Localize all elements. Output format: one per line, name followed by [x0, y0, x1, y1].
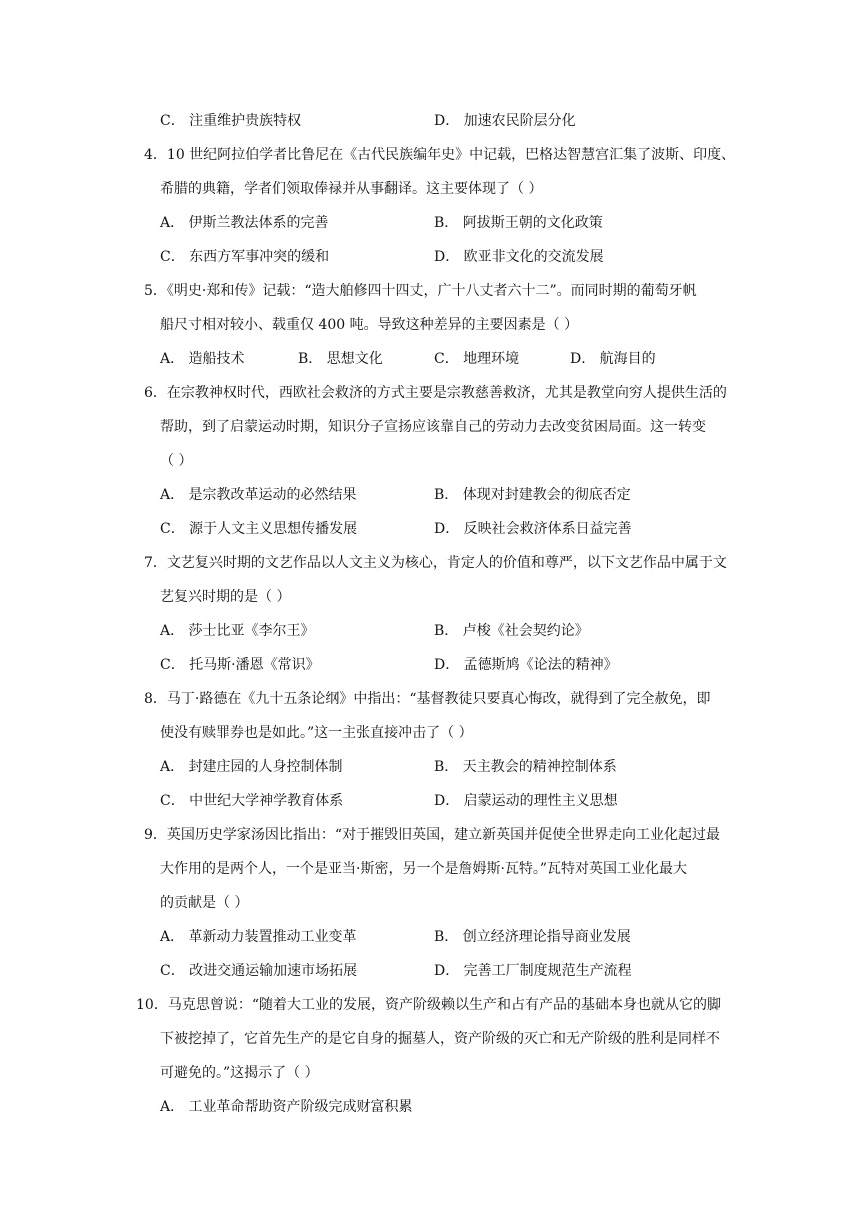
q10-stem-line-3: 可避免的。”这揭示了（ ）: [160, 1065, 319, 1081]
q4-option-b: B． 阿拔斯王朝的文化政策: [434, 215, 603, 231]
q7-option-d: D． 孟德斯鸠《论法的精神》: [434, 657, 618, 673]
q3-option-d: D． 加速农民阶层分化: [434, 113, 576, 129]
q9-option-a: A． 革新动力装置推动工业变革: [160, 929, 357, 945]
q9-stem-line-3: 的贡献是（ ）: [160, 895, 249, 911]
q8-stem-line-2: 使没有赎罪券也是如此。”这一主张直接冲击了（ ）: [160, 725, 473, 741]
q5-option-a: A． 造船技术: [160, 351, 245, 367]
q6-option-b: B． 体现对封建教会的彻底否定: [434, 487, 631, 503]
q7-option-a: A． 莎士比亚《李尔王》: [160, 623, 315, 639]
q4-stem-line-1: 4．10 世纪阿拉伯学者比鲁尼在《古代民族编年史》中记载，巴格达智慧宫汇集了波斯、印度、: [144, 147, 736, 163]
q4-option-c: C． 东西方军事冲突的缓和: [160, 249, 330, 265]
q8-stem-line-1: 8．马丁·路德在《九十五条论纲》中指出：“基督教徒只要真心悔改，就得到了完全赦免，即: [144, 691, 711, 707]
q6-option-d: D． 反映社会救济体系日益完善: [434, 521, 632, 537]
q10-stem-line-2: 下被挖掉了，它首先生产的是它自身的掘墓人，资产阶级的灭亡和无产阶级的胜利是同样不: [160, 1031, 720, 1047]
q8-option-a: A． 封建庄园的人身控制体制: [160, 759, 343, 775]
q5-option-c: C． 地理环境: [434, 351, 520, 367]
q4-option-a: A． 伊斯兰教法体系的完善: [160, 215, 329, 231]
q5-stem-line-1: 5．《明史·郑和传》记载：“造大舶修四十四丈，广十八丈者六十二”。而同时期的葡萄牙帆: [144, 283, 697, 299]
q9-option-c: C． 改进交通运输加速市场拓展: [160, 963, 358, 979]
q6-stem-line-2: 帮助，到了启蒙运动时期，知识分子宣扬应该靠自己的劳动力去改变贫困局面。这一转变: [160, 419, 706, 435]
q8-option-c: C． 中世纪大学神学教育体系: [160, 793, 344, 809]
q5-stem-line-2: 船尺寸相对较小、载重仅 400 吨。导致这种差异的主要因素是（ ）: [160, 317, 579, 333]
q7-option-c: C． 托马斯·潘恩《常识》: [160, 657, 320, 673]
q6-stem-line-1: 6．在宗教神权时代，西欧社会救济的方式主要是宗教慈善救济，尤其是教堂向穷人提供生活的: [144, 385, 727, 401]
q9-stem-line-1: 9．英国历史学家汤因比指出：“对于摧毁旧英国，建立新英国并促使全世界走向工业化起过最: [144, 827, 721, 843]
q7-option-b: B． 卢梭《社会契约论》: [434, 623, 589, 639]
q9-option-b: B． 创立经济理论指导商业发展: [434, 929, 631, 945]
q9-option-d: D． 完善工厂制度规范生产流程: [434, 963, 632, 979]
q10-option-a: A． 工业革命帮助资产阶级完成财富积累: [160, 1099, 413, 1115]
q7-stem-line-2: 艺复兴时期的是（ ）: [160, 589, 291, 605]
q4-stem-line-2: 希腊的典籍，学者们领取俸禄并从事翻译。这主要体现了（ ）: [160, 181, 543, 197]
q10-stem-line-1: 10．马克思曾说：“随着大工业的发展，资产阶级赖以生产和占有产品的基础本身也就从它的脚: [136, 997, 721, 1013]
q9-stem-line-2: 大作用的是两个人，一个是亚当·斯密，另一个是詹姆斯·瓦特。”瓦特对英国工业化最大: [160, 861, 688, 877]
q6-stem-line-3: （ ）: [160, 453, 193, 469]
q7-stem-line-1: 7．文艺复兴时期的文艺作品以人文主义为核心，肯定人的价值和尊严，以下文艺作品中属于文: [144, 555, 727, 571]
q8-option-d: D． 启蒙运动的理性主义思想: [434, 793, 618, 809]
q6-option-a: A． 是宗教改革运动的必然结果: [160, 487, 357, 503]
q5-option-d: D． 航海目的: [570, 351, 656, 367]
q6-option-c: C． 源于人文主义思想传播发展: [160, 521, 358, 537]
q8-option-b: B． 天主教会的精神控制体系: [434, 759, 617, 775]
q4-option-d: D． 欧亚非文化的交流发展: [434, 249, 604, 265]
q5-option-b: B． 思想文化: [298, 351, 383, 367]
q3-option-c: C． 注重维护贵族特权: [160, 113, 302, 129]
